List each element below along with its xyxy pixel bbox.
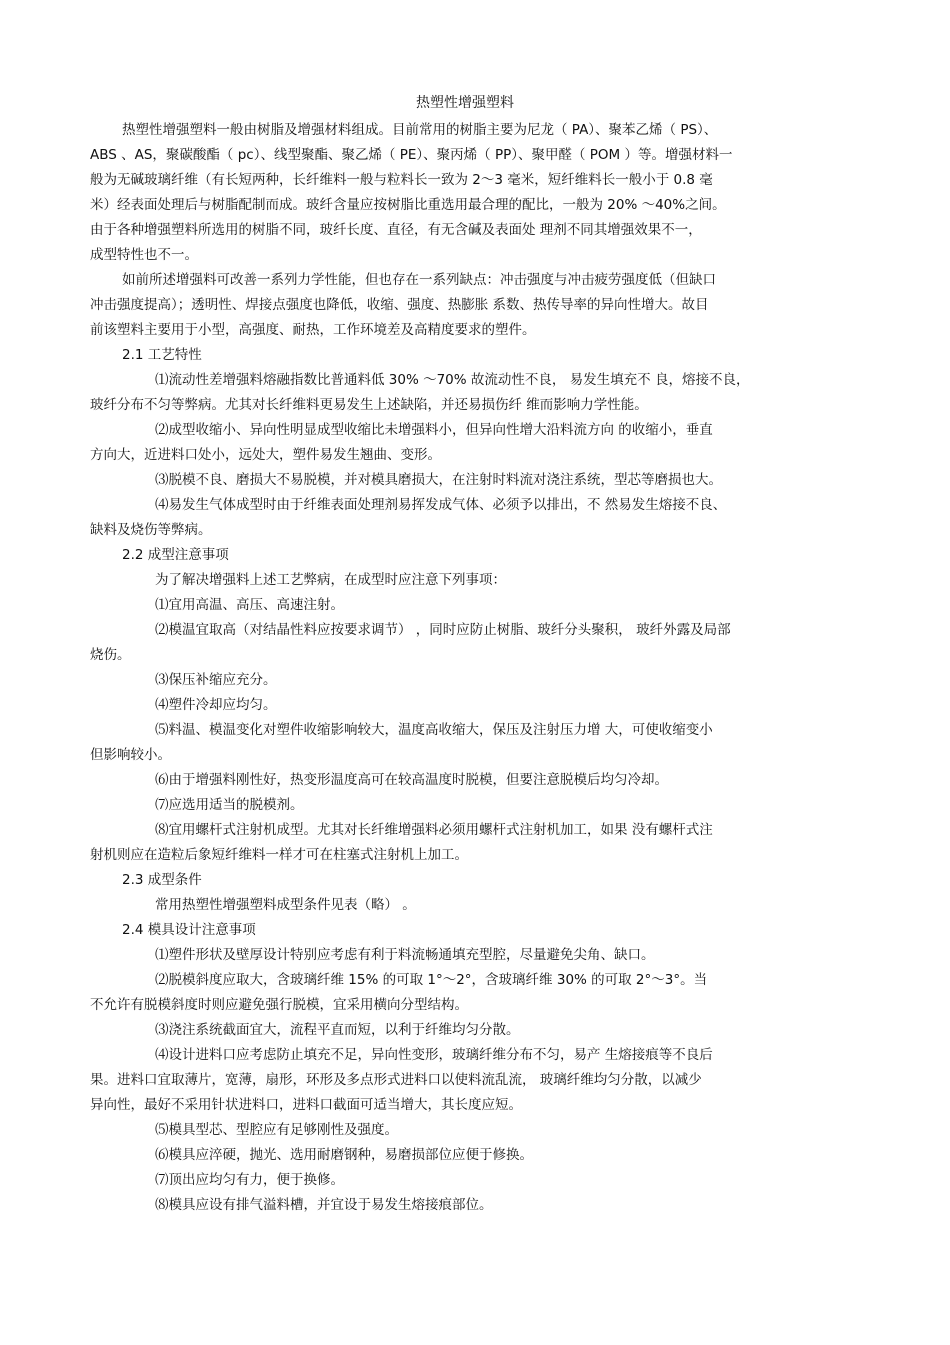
- page-title: 热塑性增强塑料: [416, 95, 514, 111]
- paragraph-line: 由于各种增强塑料所选用的树脂不同，玻纤长度、直径，有无含碱及表面处 理剂不同其增强效果不一，: [90, 222, 702, 238]
- list-item-line: 不允许有脱模斜度时则应避免强行脱模，宜采用横向分型结构。: [90, 997, 468, 1013]
- paragraph-line: 般为无碱玻璃纤维（有长短两种，长纤维料一般与粒料长一致为 2～3 毫米，短纤维料长一般小于 0.8 毫: [90, 172, 713, 188]
- section-heading: 2.1 工艺特性: [122, 347, 202, 363]
- list-item-line: ⑴流动性差增强料熔融指数比普通料低 30% ～70% 故流动性不良， 易发生填充不 良，熔接不良，: [155, 372, 750, 388]
- paragraph-line: 米）经表面处理后与树脂配制而成。玻纤含量应按树脂比重选用最合理的配比，一般为 20% ～40%之间。: [90, 197, 726, 213]
- list-item-line: ⑷易发生气体成型时由于纤维表面处理剂易挥发成气体、必须予以排出，不 然易发生熔接不良、: [155, 497, 727, 513]
- list-item-line: 射机则应在造粒后象短纤维料一样才可在柱塞式注射机上加工。: [90, 847, 468, 863]
- list-item-line: ⑹由于增强料刚性好，热变形温度高可在较高温度时脱模，但要注意脱模后均匀冷却。: [155, 772, 668, 788]
- list-item-line: ⑻模具应设有排气溢料槽，并宜设于易发生熔接痕部位。: [155, 1197, 493, 1213]
- paragraph-line: 成型特性也不一。: [90, 247, 198, 263]
- list-item-line: 方向大，近进料口处小，远处大，塑件易发生翘曲、变形。: [90, 447, 441, 463]
- list-item-line: ⑷设计进料口应考虑防止填充不足，异向性变形，玻璃纤维分布不匀，易产 生熔接痕等不良后: [155, 1047, 713, 1063]
- list-item-line: ⑷塑件冷却应均匀。: [155, 697, 277, 713]
- list-item-line: ⑺应选用适当的脱模剂。: [155, 797, 304, 813]
- list-item-line: 但影响较小。: [90, 747, 171, 763]
- list-item-line: ⑻宜用螺杆式注射机成型。尤其对长纤维增强料必须用螺杆式注射机加工，如果 没有螺杆式注: [155, 822, 713, 838]
- list-item-line: ⑸料温、模温变化对塑件收缩影响较大，温度高收缩大，保压及注射压力增 大，可使收缩变小: [155, 722, 713, 738]
- paragraph-line: 如前所述增强料可改善一系列力学性能，但也存在一系列缺点：冲击强度与冲击疲劳强度低（但缺口: [122, 272, 716, 288]
- list-item-line: 玻纤分布不匀等弊病。尤其对长纤维料更易发生上述缺陷，并还易损伤纤 维而影响力学性能。: [90, 397, 648, 413]
- paragraph-line: 冲击强度提高）；透明性、焊接点强度也降低，收缩、强度、热膨胀 系数、热传导率的异向性增大。故目: [90, 297, 709, 313]
- paragraph-line: ABS 、AS，聚碳酸酯（ pc）、线型聚酯、聚乙烯（ PE）、聚丙烯（ PP）、聚甲醛（ POM ）等。增强材料一: [90, 147, 733, 163]
- list-item-line: ⑸模具型芯、型腔应有足够刚性及强度。: [155, 1122, 398, 1138]
- list-item-line: ⑵成型收缩小、异向性明显成型收缩比未增强料小，但异向性增大沿料流方向 的收缩小，垂直: [155, 422, 713, 438]
- paragraph-line: 热塑性增强塑料一般由树脂及增强材料组成。目前常用的树脂主要为尼龙（ PA）、聚苯乙烯（ PS）、: [122, 122, 718, 138]
- list-item-line: ⑶保压补缩应充分。: [155, 672, 277, 688]
- list-item-line: ⑶浇注系统截面宜大，流程平直而短，以利于纤维均匀分散。: [155, 1022, 520, 1038]
- list-item-line: 缺料及烧伤等弊病。: [90, 522, 212, 538]
- list-item-line: ⑴塑件形状及壁厚设计特别应考虑有利于料流畅通填充型腔，尽量避免尖角、缺口。: [155, 947, 655, 963]
- list-item-line: 果。进料口宜取薄片，宽薄，扇形，环形及多点形式进料口以使料流乱流， 玻璃纤维均匀分散，以减少: [90, 1072, 702, 1088]
- list-item-line: ⑺顶出应均匀有力，便于换修。: [155, 1172, 344, 1188]
- paragraph-line: 前该塑料主要用于小型，高强度、耐热，工作环境差及高精度要求的塑件。: [90, 322, 536, 338]
- section-heading: 2.4 模具设计注意事项: [122, 922, 256, 938]
- list-item-line: ⑵模温宜取高（对结晶性料应按要求调节） ，同时应防止树脂、玻纤分头聚积， 玻纤外露及局部: [155, 622, 731, 638]
- list-item-line: 异向性，最好不采用针状进料口，进料口截面可适当增大，其长度应短。: [90, 1097, 522, 1113]
- section-heading: 2.3 成型条件: [122, 872, 202, 888]
- list-item-line: ⑹模具应淬硬，抛光、选用耐磨钢种，易磨损部位应便于修换。: [155, 1147, 533, 1163]
- list-item-line: 烧伤。: [90, 647, 131, 663]
- section-heading: 2.2 成型注意事项: [122, 547, 229, 563]
- list-item-line: ⑴宜用高温、高压、高速注射。: [155, 597, 344, 613]
- list-item-line: 常用热塑性增强塑料成型条件见表（略） 。: [155, 897, 416, 913]
- list-item-line: ⑵脱模斜度应取大，含玻璃纤维 15% 的可取 1°～2°，含玻璃纤维 30% 的可取 2°～3°。当: [155, 972, 708, 988]
- list-item-line: 为了解决增强料上述工艺弊病，在成型时应注意下列事项：: [155, 572, 506, 588]
- list-item-line: ⑶脱模不良、磨损大不易脱模，并对模具磨损大，在注射时料流对浇注系统，型芯等磨损也大。: [155, 472, 722, 488]
